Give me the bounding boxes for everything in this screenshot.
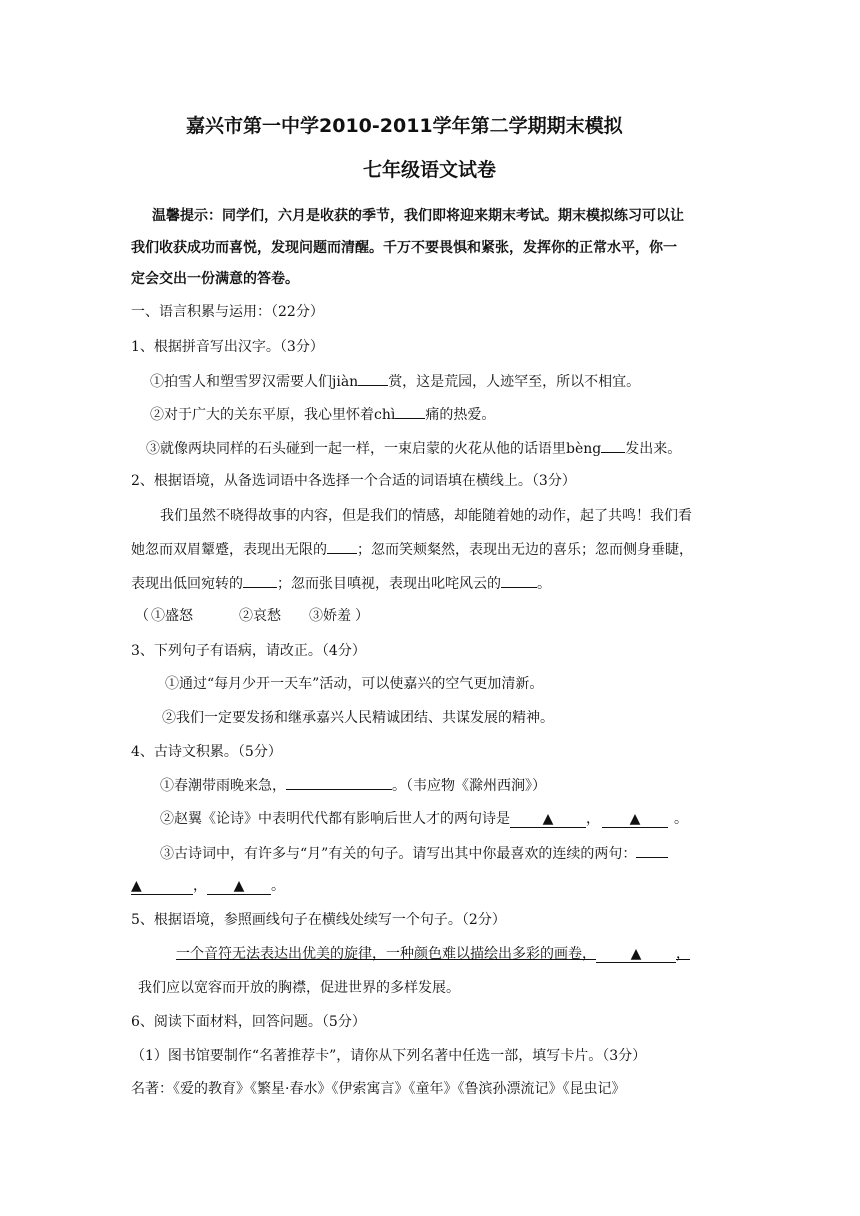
q2-options: （ ①盛怒 ②哀愁 ③娇羞 ） xyxy=(135,608,369,624)
q3-sentence-b: ②我们一定要发扬和继承嘉兴人民精诚团结、共谋发展的精神。 xyxy=(162,710,554,726)
q2-option-1: ①盛怒 xyxy=(151,608,193,624)
q4-a-blank[interactable] xyxy=(286,775,392,790)
q4-item-b: ②赵翼《论诗》中表明代代都有影响后世人才的两句诗是 ▲ ， ▲ 。 xyxy=(160,811,688,827)
q5-underlined: 一个音符无法表达出优美的旋律，一种颜色难以描绘出多彩的画卷， xyxy=(176,946,596,962)
q5-stem: 5、根据语境，参照画线句子在横线处续写一个句子。（2分） xyxy=(131,912,506,928)
q5-continuation: 我们应以宽容而开放的胸襟，促进世界的多样发展。 xyxy=(138,980,460,996)
q1-b-blank[interactable] xyxy=(395,404,425,419)
q4-c-blank-2[interactable]: ▲ xyxy=(207,878,271,895)
exam-title: 嘉兴市第一中学2010-2011学年第二学期期末模拟 xyxy=(186,115,623,137)
q4-c-blank-1[interactable]: ▲ xyxy=(131,878,193,895)
q2-passage-2: 她忽而双眉颦蹙，表现出无限的 ；忽而笑颊粲然，表现出无边的喜乐；忽而侧身垂睫， xyxy=(131,539,693,560)
q4-item-c: ③古诗词中，有许多与“月”有关的句子。请写出其中你最喜欢的连续的两句： xyxy=(160,843,668,864)
q4-b-blank-1[interactable]: ▲ xyxy=(510,811,586,828)
q6-stem: 6、阅读下面材料，回答问题。（5分） xyxy=(131,1014,366,1030)
q4-b-blank-2[interactable]: ▲ xyxy=(602,811,668,828)
q3-stem: 3、下列句子有语病，请改正。（4分） xyxy=(131,643,366,659)
q5-sentence: 一个音符无法表达出优美的旋律，一种颜色难以描绘出多彩的画卷， ▲ ， xyxy=(176,946,690,962)
tip-line-1: 温馨提示：同学们，六月是收获的季节，我们即将迎来期末考试。期末模拟练习可以让 xyxy=(152,208,684,224)
q5-blank[interactable]: ▲ xyxy=(596,946,676,963)
q1-a-blank[interactable] xyxy=(358,371,388,386)
q1-stem: 1、根据拼音写出汉字。（3分） xyxy=(131,339,324,355)
q1-item-b: ②对于广大的关东平原，我心里怀着chì 痛的热爱。 xyxy=(150,404,495,425)
q4-item-a: ①春潮带雨晚来急， 。（韦应物《滁州西涧》） xyxy=(160,775,546,796)
section-1-heading: 一、语言积累与运用：（22分） xyxy=(131,304,324,320)
q6-books: 名著：《爱的教育》《繁星·春水》《伊索寓言》《童年》《鲁滨孙漂流记》《昆虫记》 xyxy=(131,1081,626,1097)
tip-line-2: 我们收获成功而喜悦，发现问题而清醒。千万不要畏惧和紧张，发挥你的正常水平，你一 xyxy=(131,240,677,256)
q1-c-blank[interactable] xyxy=(601,438,625,453)
q2-blank-1[interactable] xyxy=(327,539,357,554)
q2-option-2: ②哀愁 xyxy=(239,608,281,624)
q2-stem: 2、根据语境，从备选词语中各选择一个合适的词语填在横线上。（3分） xyxy=(131,473,576,489)
q1-item-a: ①拍雪人和塑雪罗汉需要人们jiàn 赏，这是荒园，人迹罕至，所以不相宜。 xyxy=(150,371,640,392)
q1-item-c: ③就像两块同样的石头碰到一起一样，一束启蒙的火花从他的话语里bèng 发出来。 xyxy=(146,438,681,459)
q3-sentence-a: ①通过“每月少开一天车”活动，可以使嘉兴的空气更加清新。 xyxy=(165,676,544,692)
q4-item-c-cont: ▲ ， ▲ 。 xyxy=(131,878,285,894)
q2-passage-3: 表现出低回宛转的 ；忽而张目嗔视，表现出叱咤风云的 。 xyxy=(131,573,551,594)
q6-sub-1: （1）图书馆要制作“名著推荐卡”，请你从下列名著中任选一部，填写卡片。（3分） xyxy=(131,1048,647,1064)
q4-stem: 4、古诗文积累。（5分） xyxy=(131,744,282,760)
tip-line-3: 定会交出一份满意的答卷。 xyxy=(131,271,299,287)
q2-blank-3[interactable] xyxy=(501,573,537,588)
q2-option-3: ③娇羞 xyxy=(309,608,351,624)
exam-subtitle: 七年级语文试卷 xyxy=(363,159,497,181)
q4-c-blank-start[interactable] xyxy=(636,843,668,858)
q2-passage-1: 我们虽然不晓得故事的内容，但是我们的情感，却能随着她的动作，起了共鸣！我们看 xyxy=(160,508,692,524)
q2-blank-2[interactable] xyxy=(243,573,277,588)
